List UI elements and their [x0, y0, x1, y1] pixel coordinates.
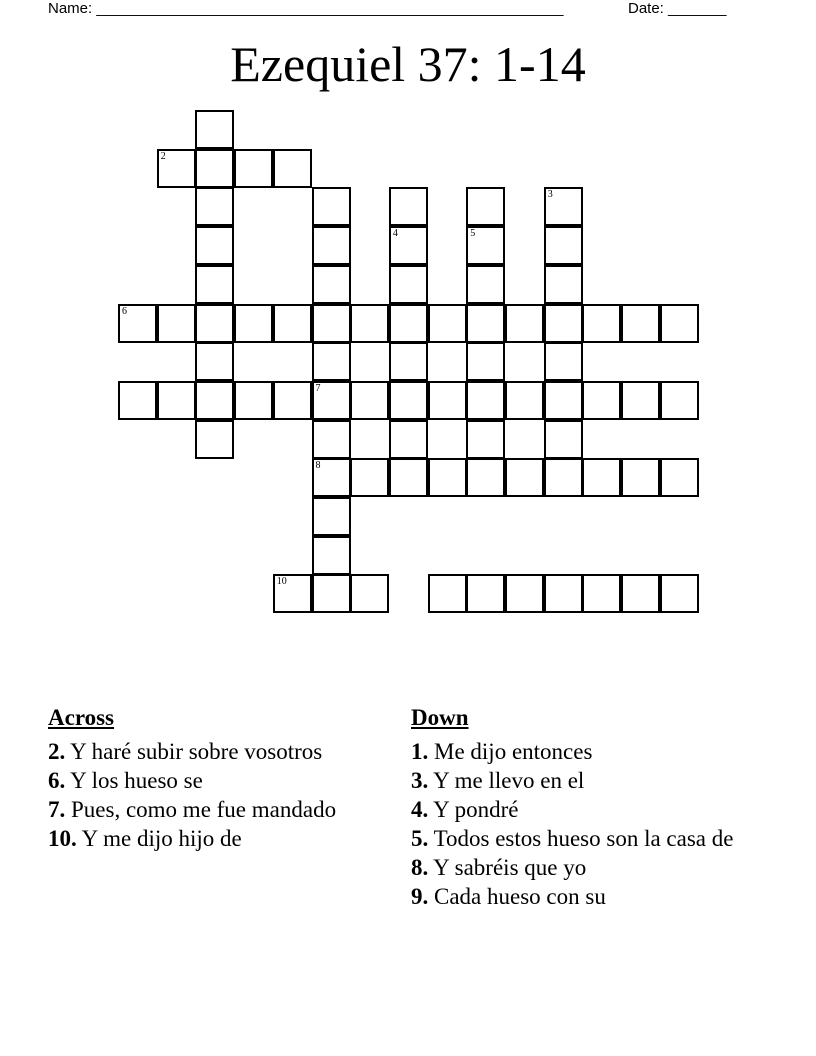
grid-cell[interactable]	[505, 304, 544, 343]
clue-text: Y haré subir sobre vosotros	[65, 739, 323, 764]
grid-cell[interactable]	[621, 381, 660, 420]
grid-cell[interactable]	[350, 574, 389, 613]
clue-text: Me dijo entonces	[428, 739, 593, 764]
grid-cell[interactable]	[466, 381, 505, 420]
puzzle-title: Ezequiel 37: 1-14	[230, 36, 586, 92]
clue-number-label: 4.	[411, 797, 429, 822]
grid-cell[interactable]	[195, 226, 234, 265]
down-clue	[411, 853, 751, 882]
down-clues	[411, 703, 751, 911]
grid-cell[interactable]	[195, 149, 234, 188]
grid-cell[interactable]	[544, 265, 583, 304]
down-clue	[411, 766, 751, 795]
down-clue	[411, 737, 751, 766]
grid-cell[interactable]	[544, 458, 583, 497]
grid-cell[interactable]	[312, 536, 351, 575]
clue-number: 7	[315, 382, 321, 394]
clue-number-label: 7.	[48, 797, 66, 822]
down-clue	[411, 795, 751, 824]
down-clue	[411, 824, 751, 853]
clue-number-label: 9.	[411, 884, 429, 909]
grid-cell[interactable]	[312, 187, 351, 226]
clue-number-label: 8.	[411, 855, 429, 880]
across-clue	[48, 824, 348, 853]
grid-cell[interactable]	[544, 304, 583, 343]
grid-cell[interactable]	[428, 458, 467, 497]
grid-cell[interactable]	[428, 304, 467, 343]
grid-cell[interactable]	[195, 381, 234, 420]
grid-cell[interactable]	[157, 381, 196, 420]
clue-number: 8	[315, 460, 321, 472]
grid-cell[interactable]	[389, 187, 428, 226]
grid-cell[interactable]	[544, 226, 583, 265]
grid-cell[interactable]	[273, 574, 312, 613]
grid-cell[interactable]	[312, 420, 351, 459]
clue-number-label: 10.	[48, 826, 77, 851]
grid-cell[interactable]	[660, 304, 699, 343]
grid-cell[interactable]	[312, 574, 351, 613]
grid-cell[interactable]	[273, 304, 312, 343]
across-clue	[48, 766, 348, 795]
across-clue	[48, 737, 348, 766]
grid-cell[interactable]	[389, 265, 428, 304]
grid-cell[interactable]	[582, 574, 621, 613]
grid-cell[interactable]	[660, 381, 699, 420]
grid-cell[interactable]	[389, 381, 428, 420]
grid-cell[interactable]	[544, 420, 583, 459]
clue-text: Y sabréis que yo	[428, 855, 587, 880]
grid-cell[interactable]	[350, 304, 389, 343]
grid-cell[interactable]	[312, 226, 351, 265]
grid-cell[interactable]	[621, 574, 660, 613]
clue-number: 6	[122, 305, 127, 317]
grid-cell[interactable]	[195, 304, 234, 343]
grid-cell[interactable]	[544, 187, 583, 226]
grid-cell[interactable]	[660, 458, 699, 497]
grid-cell[interactable]	[195, 110, 234, 149]
clue-number: 2	[160, 150, 166, 162]
grid-cell[interactable]	[195, 342, 234, 381]
grid-cell[interactable]	[389, 304, 428, 343]
clue-text: Y me dijo hijo de	[76, 826, 242, 851]
grid-cell[interactable]	[621, 304, 660, 343]
grid-cell[interactable]	[582, 458, 621, 497]
clue-text: Cada hueso con su	[428, 884, 606, 909]
clue-text: Todos estos hueso son la casa de	[428, 826, 734, 851]
grid-cell[interactable]	[466, 304, 505, 343]
clue-number-label: 6.	[48, 768, 66, 793]
grid-cell[interactable]	[312, 265, 351, 304]
grid-cell[interactable]	[312, 304, 351, 343]
grid-cell[interactable]	[466, 574, 505, 613]
grid-cell[interactable]	[466, 226, 505, 265]
down-clue	[411, 882, 751, 911]
grid-cell[interactable]	[234, 304, 273, 343]
clue-number-label: 1.	[411, 739, 429, 764]
grid-cell[interactable]	[466, 420, 505, 459]
clue-text: Pues, como me fue mandado	[65, 797, 337, 822]
clue-number: 5	[470, 228, 476, 240]
grid-cell[interactable]	[505, 458, 544, 497]
grid-cell[interactable]	[466, 458, 505, 497]
across-clue-list	[48, 737, 348, 853]
date-label: Date: _______	[628, 0, 727, 17]
grid-cell[interactable]	[544, 342, 583, 381]
grid-cell[interactable]	[312, 497, 351, 536]
grid-cell[interactable]	[466, 187, 505, 226]
grid-cell[interactable]	[660, 574, 699, 613]
grid-cell[interactable]	[234, 149, 273, 188]
name-label: Name: ________________________________________________________	[48, 0, 564, 17]
grid-cell[interactable]	[195, 420, 234, 459]
grid-cell[interactable]	[466, 265, 505, 304]
grid-cell[interactable]	[389, 226, 428, 265]
grid-cell[interactable]	[505, 574, 544, 613]
clue-number-label: 5.	[411, 826, 429, 851]
grid-cell[interactable]	[234, 381, 273, 420]
grid-cell[interactable]	[428, 381, 467, 420]
clue-number-label: 3.	[411, 768, 429, 793]
grid-cell[interactable]	[621, 458, 660, 497]
clue-text: Y me llevo en el	[428, 768, 585, 793]
down-clue-list	[411, 737, 751, 911]
across-clue	[48, 795, 348, 824]
grid-cell[interactable]	[195, 187, 234, 226]
grid-cell[interactable]	[582, 381, 621, 420]
grid-cell[interactable]	[350, 458, 389, 497]
grid-cell[interactable]	[273, 149, 312, 188]
grid-cell[interactable]	[582, 304, 621, 343]
grid-cell[interactable]	[350, 381, 389, 420]
grid-cell[interactable]	[312, 342, 351, 381]
clue-number: 3	[547, 189, 553, 201]
grid-cell[interactable]	[389, 458, 428, 497]
grid-cell[interactable]	[505, 381, 544, 420]
clue-number: 4	[392, 228, 398, 240]
grid-cell[interactable]	[195, 265, 234, 304]
clue-text: Y pondré	[428, 797, 519, 822]
down-heading: Down	[411, 705, 469, 730]
grid-cell[interactable]	[273, 381, 312, 420]
grid-cell[interactable]	[544, 381, 583, 420]
grid-cell[interactable]	[428, 574, 467, 613]
clue-text: Y los hueso se	[65, 768, 203, 793]
grid-cell[interactable]	[157, 304, 196, 343]
across-clues	[48, 703, 348, 853]
grid-cell[interactable]	[389, 420, 428, 459]
grid-cell[interactable]	[544, 574, 583, 613]
grid-cell[interactable]	[118, 304, 157, 343]
grid-cell[interactable]	[466, 342, 505, 381]
grid-cell[interactable]	[312, 458, 351, 497]
across-heading: Across	[48, 705, 115, 730]
clue-number-label: 2.	[48, 739, 66, 764]
grid-cell[interactable]	[157, 149, 196, 188]
clue-number: 10	[276, 576, 287, 588]
grid-cell[interactable]	[389, 342, 428, 381]
grid-cell[interactable]	[312, 381, 351, 420]
grid-cell[interactable]	[118, 381, 157, 420]
